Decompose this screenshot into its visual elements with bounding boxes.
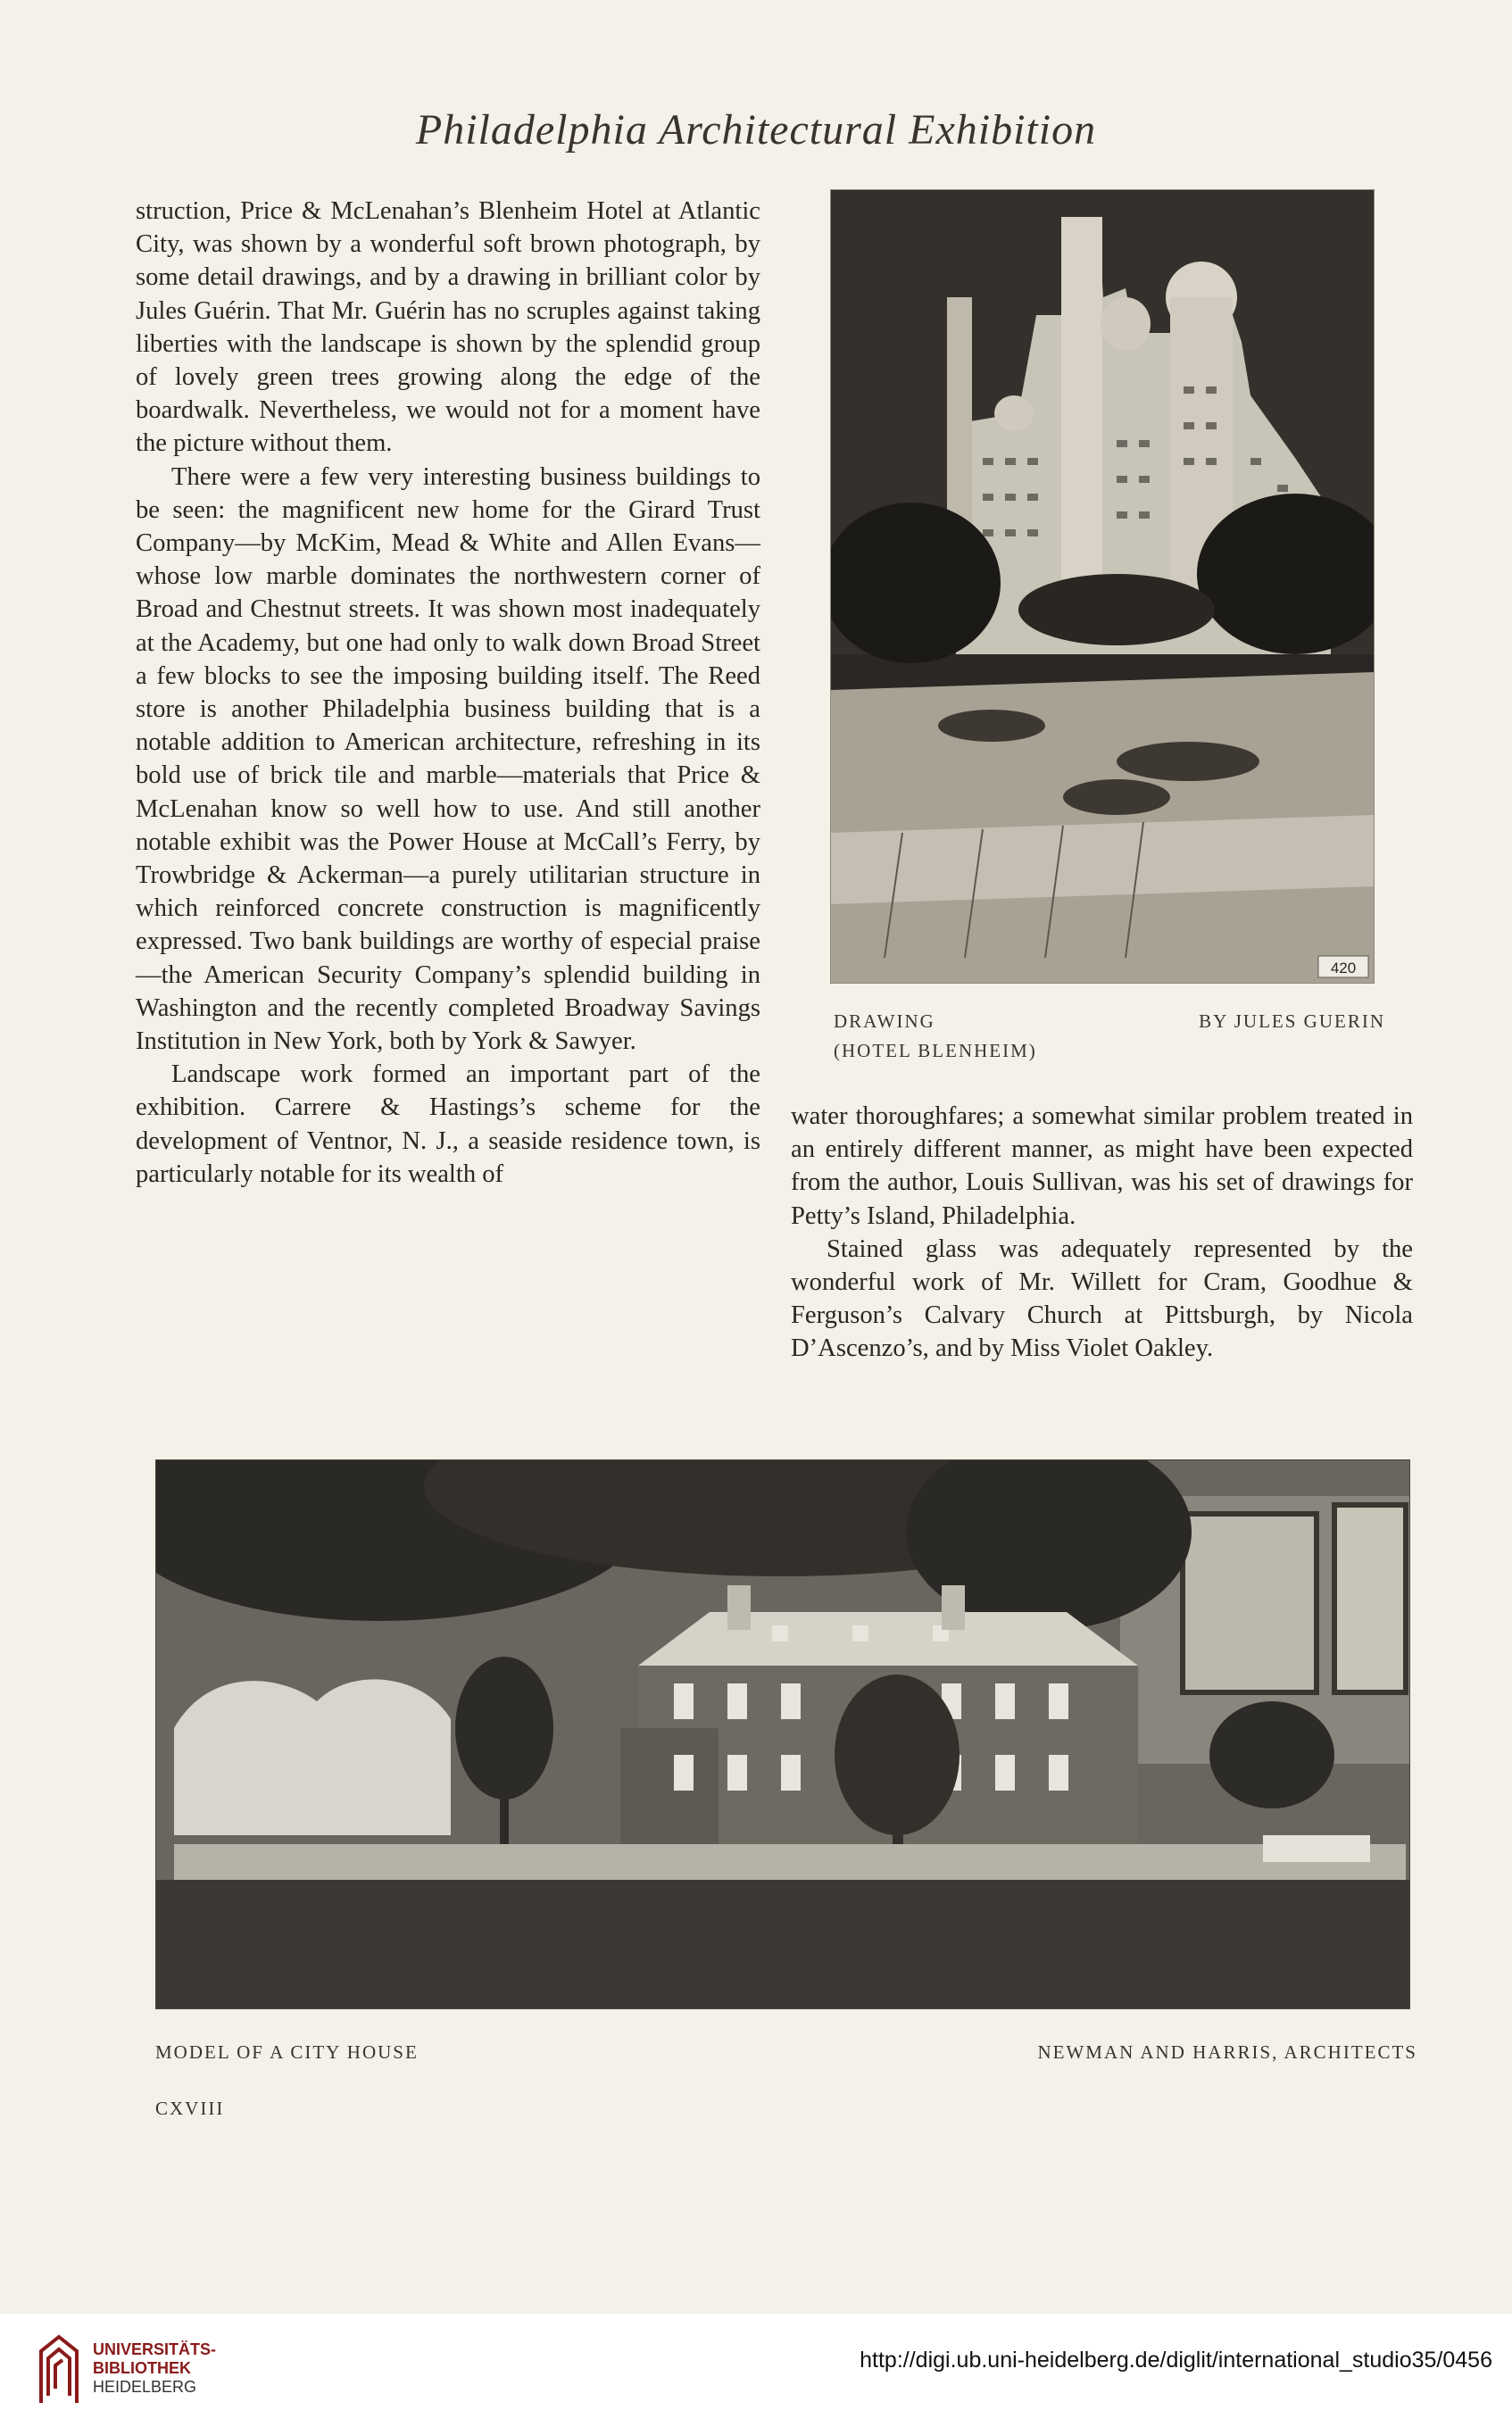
paragraph: water thoroughfares; a somewhat similar problem treated in an entirely different manner, as might have been expected from the author, Louis Sullivan, was his set of drawings for Petty’s Island, Philadelphia. [791,1102,1413,1230]
page-folio: CXVIII [155,2098,225,2119]
photo-caption-right: NEWMAN AND HARRIS, ARCHITECTS [1037,2041,1417,2063]
institution-line: BIBLIOTHEK [93,2359,191,2377]
drawing-caption-sub: (HOTEL BLENHEIM) [834,1040,1037,1061]
library-logo-icon [36,2333,82,2406]
drawing-caption [834,1010,1385,1062]
drawing-caption-left: DRAWING [834,1010,935,1032]
plate-number: 420 [1330,960,1357,977]
institution-line: UNIVERSITÄTS- [93,2340,217,2358]
library-footer [0,2314,1512,2427]
photo-caption [155,2041,1417,2064]
source-url-link[interactable]: http://digi.ub.uni-heidelberg.de/diglit/international_studio35/0456 [860,2348,1492,2373]
running-head: Philadelphia Architectural Exhibition [415,106,1097,154]
photo-caption-left: MODEL OF A CITY HOUSE [155,2041,419,2063]
paragraph: Stained glass was adequately represented by the wonderful work of Mr. Willett for Cram, Goodhue & Ferguson’s Calvary Church at Pittsburgh, by Nicola D’Ascenzo’s, and by Miss Violet Oakley. [791,1234,1413,1363]
right-text-column [791,1100,1413,1366]
hotel-blenheim-drawing [830,189,1375,984]
institution-name [93,2340,216,2397]
paragraph: There were a few very interesting business buildings to be seen: the magnificent new home for the Girard Trust Company—by McKim, Mead & White and Allen Evans—whose low marble dominates the northwestern corner of Broad and Chestnut streets. It was shown most inadequately at the Academy, but one had only to walk down Broad Street a few blocks to see the imposing building itself. The Reed store is another Philadelphia business building that is a notable addition to American architecture, refreshing in its bold use of brick tile and marble—materials that Price & McLenahan know so well how to use. And still another notable exhibit was the Power House at McCall’s Ferry, by Trowbridge & Ackerman—a purely utilitarian structure in which reinforced concrete construction is magnificently expressed. Two bank buildings are worthy of especial praise—the American Security Company’s splendid building in Washington and the recently completed Broadway Savings Institution in New York, both by York & Sawyer. [136,462,760,1056]
drawing-caption-right: BY JULES GUERIN [1199,1010,1385,1032]
city-house-model-photo [155,1459,1410,2009]
institution-line: HEIDELBERG [93,2378,197,2396]
left-text-column [136,195,760,1191]
paragraph: struction, Price & McLenahan’s Blenheim Hotel at Atlantic City, was shown by a wonderful soft brown photograph, by some detail drawings, and by a drawing in brilliant color by Jules Guérin. That Mr. Guérin has no scruples against taking liberties with the landscape is shown by the splendid group of lovely green trees growing along the edge of the boardwalk. Nevertheless, we would not for a moment have the picture without them. [136,197,760,458]
paragraph: Landscape work formed an important part of the exhibition. Carrere & Hastings’s scheme for the development of Ventnor, N. J., a seaside residence town, is particularly notable for its wealth of [136,1060,760,1188]
